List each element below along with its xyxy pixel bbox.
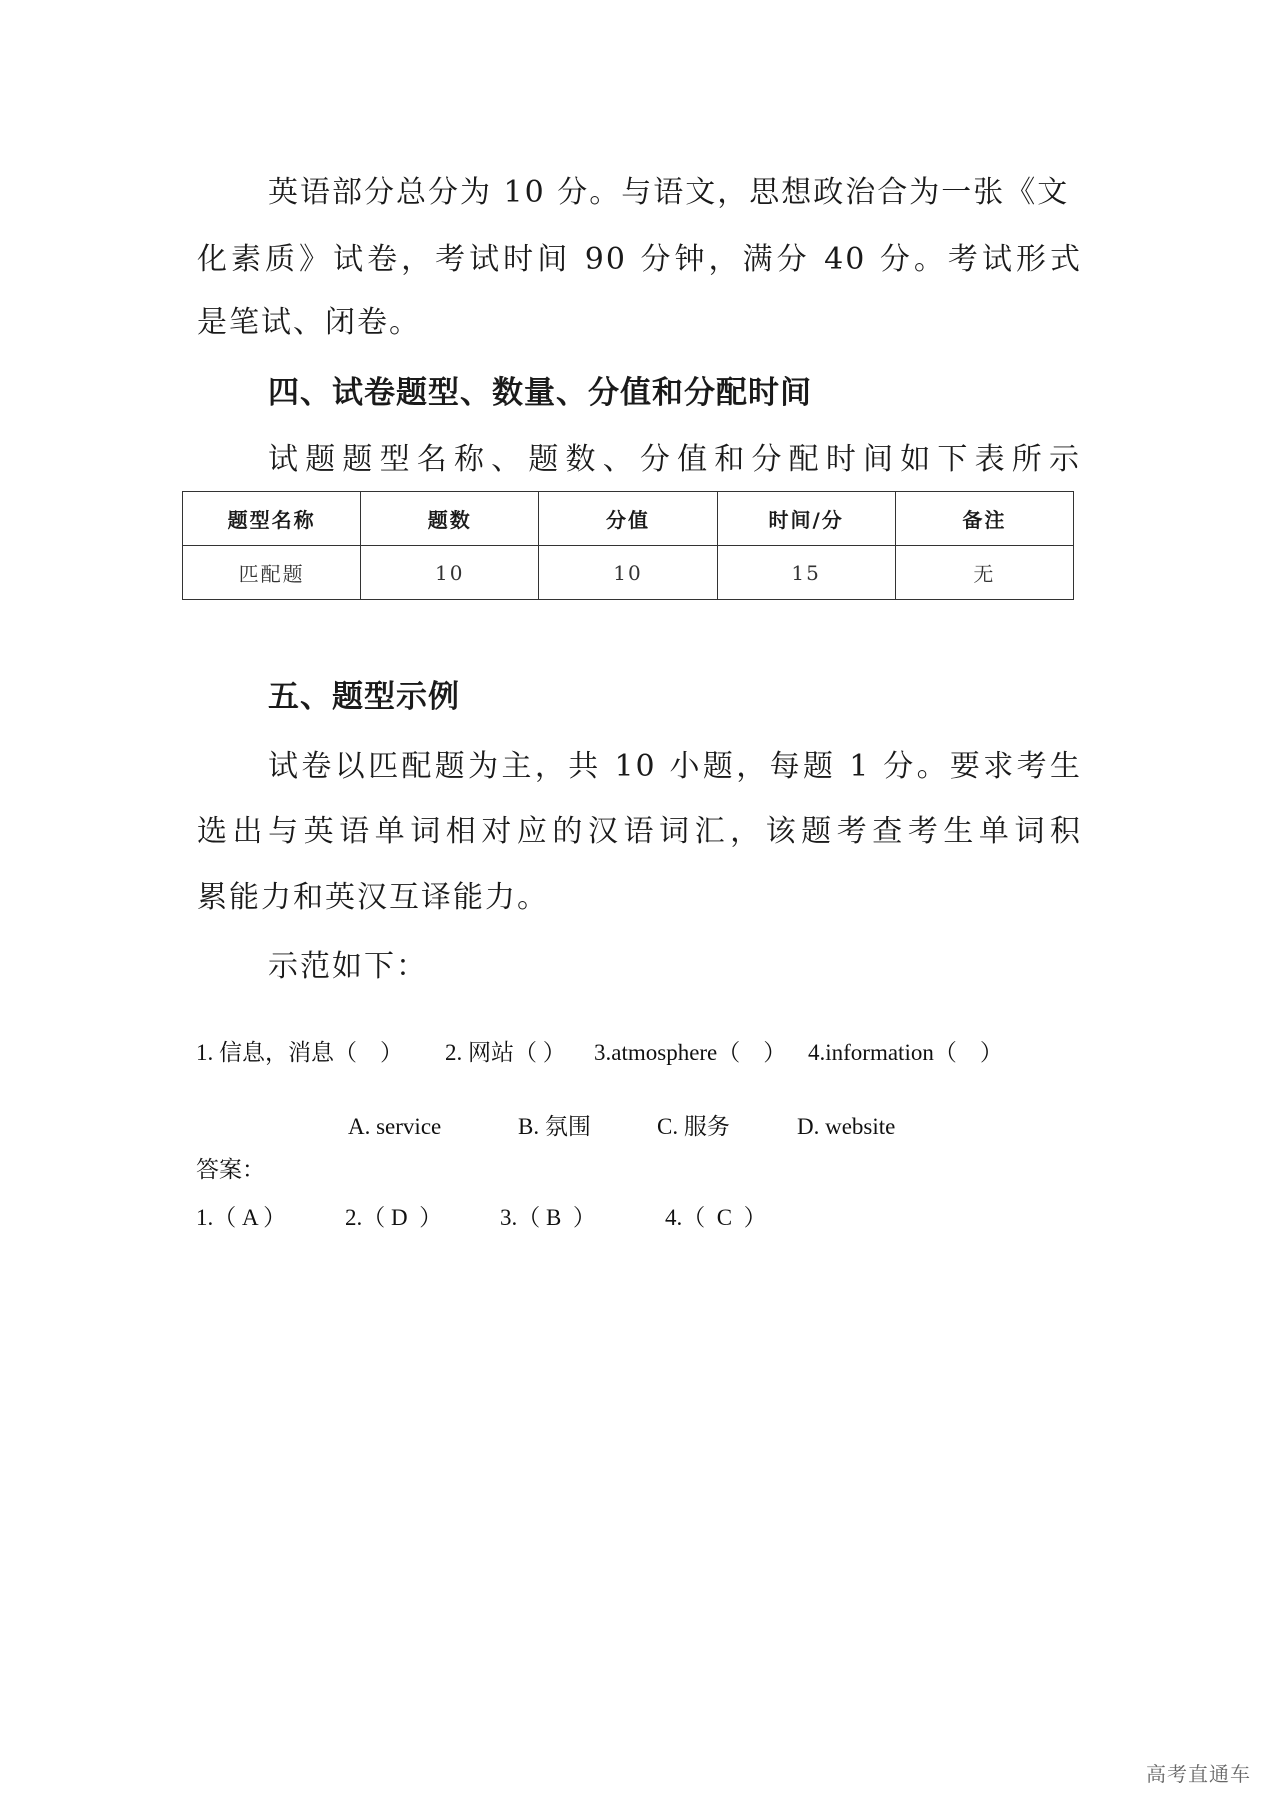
table-caption: 试题题型名称、题数、分值和分配时间如下表所示 — [268, 442, 1082, 477]
section-4-heading: 四、试卷题型、数量、分值和分配时间 — [268, 375, 812, 411]
option-a: A. service — [348, 1114, 442, 1139]
section-5-line-1: 试卷以匹配题为主，共 10 小题，每题 1 分。要求考生 — [268, 749, 1082, 784]
option-d: D. website — [797, 1114, 896, 1139]
cell-time: 15 — [717, 546, 895, 600]
intro-line-3: 是笔试、闭卷。 — [197, 305, 421, 340]
answer-3: 3.（ B ） — [500, 1205, 596, 1230]
cell-question-type: 匹配题 — [183, 546, 361, 600]
section-5-heading: 五、题型示例 — [268, 679, 460, 715]
option-c: C. 服务 — [657, 1114, 730, 1139]
header-question-type: 题型名称 — [183, 492, 361, 546]
answer-2: 2.（ D ） — [345, 1205, 443, 1230]
demo-label: 示范如下： — [268, 949, 428, 984]
header-remarks: 备注 — [895, 492, 1073, 546]
answer-1: 1.（ A ） — [196, 1205, 287, 1230]
intro-line-2: 化素质》试卷，考试时间 90 分钟，满分 40 分。考试形式 — [197, 242, 1082, 277]
table-row — [183, 546, 1074, 600]
question-1: 1. 信息，消息（ ） — [196, 1040, 403, 1065]
section-5-line-3: 累能力和英汉互译能力。 — [197, 880, 549, 915]
answer-label: 答案： — [196, 1157, 265, 1182]
question-4: 4.information（ ） — [808, 1040, 1003, 1065]
intro-line-1: 英语部分总分为 10 分。与语文，思想政治合为一张《文 — [268, 175, 1070, 210]
option-b: B. 氛围 — [518, 1114, 591, 1139]
exam-spec-table — [182, 491, 1074, 600]
section-5-line-2: 选出与英语单词相对应的汉语词汇，该题考查考生单词积 — [197, 814, 1082, 849]
answer-4: 4.（ C ） — [665, 1205, 767, 1230]
question-2: 2. 网站（ ） — [445, 1040, 566, 1065]
cell-remarks: 无 — [895, 546, 1073, 600]
watermark: 高考直通车 — [1146, 1762, 1251, 1786]
question-3: 3.atmosphere（ ） — [594, 1040, 787, 1065]
table-header-row — [183, 492, 1074, 546]
cell-count: 10 — [361, 546, 539, 600]
header-count: 题数 — [361, 492, 539, 546]
header-time: 时间/分 — [717, 492, 895, 546]
cell-score: 10 — [539, 546, 717, 600]
header-score: 分值 — [539, 492, 717, 546]
